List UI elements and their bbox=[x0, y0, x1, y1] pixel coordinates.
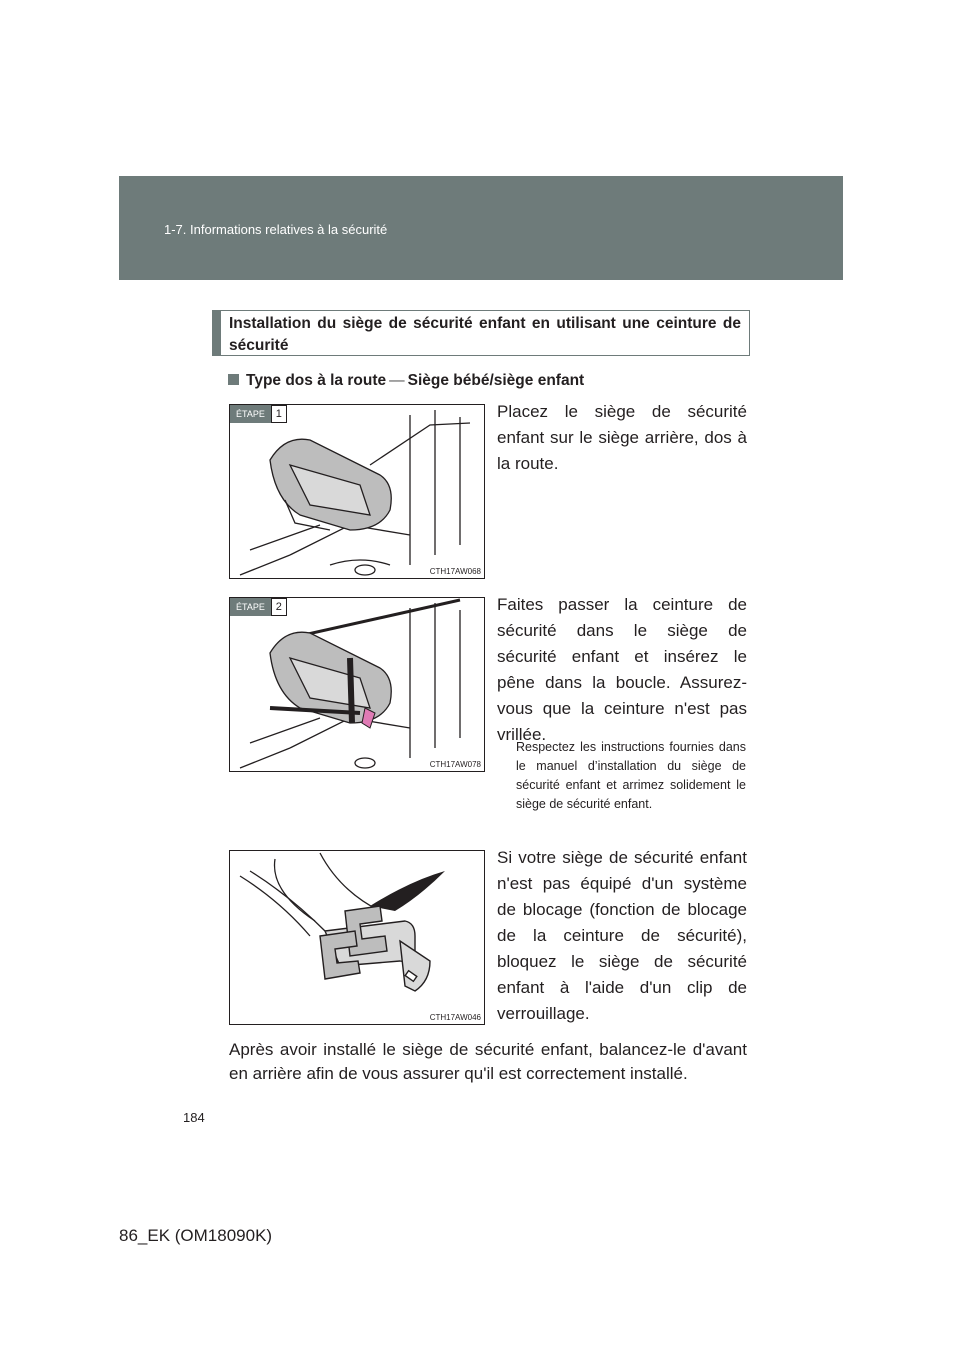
after-installation-text: Après avoir installé le siège de sécurité enfant, balancez-le d'avant en arrière afin de vous assurer qu'il est correctement installé. bbox=[229, 1040, 747, 1083]
section-heading: Installation du siège de sécurité enfant en utilisant une ceinture de sécurité bbox=[229, 315, 741, 354]
step-label: ÉTAPE bbox=[230, 598, 271, 616]
figure-code: CTH17AW078 bbox=[429, 760, 481, 769]
subheading-suffix: Siège bébé/siège enfant bbox=[407, 372, 585, 389]
page-number: 184 bbox=[183, 1110, 205, 1125]
square-bullet-icon bbox=[228, 374, 239, 385]
step-number: 2 bbox=[271, 598, 287, 616]
locking-clip-illustration bbox=[230, 851, 485, 1025]
step-badge bbox=[230, 598, 287, 616]
figure-step-2 bbox=[229, 597, 485, 772]
subheading bbox=[228, 372, 584, 390]
figure-code: CTH17AW046 bbox=[429, 1013, 481, 1022]
step-number: 1 bbox=[271, 405, 287, 423]
step-badge bbox=[230, 405, 287, 423]
figure-step-1 bbox=[229, 404, 485, 579]
subheading-prefix: Type dos à la route bbox=[246, 372, 387, 389]
subheading-dash: — bbox=[389, 372, 405, 389]
step-1-text: Placez le siège de sécurité enfant sur le siège arrière, dos à la route. bbox=[497, 402, 747, 473]
child-seat-belt-routing-illustration bbox=[230, 598, 485, 772]
step-3-text: Si votre siège de sécurité enfant n'est pas équipé d'un système de blocage (fonction de blocage de la ceinture de sécurité), bloquez le siège de sécurité enfant à l'aide d'un clip de verrouillage. bbox=[497, 848, 747, 1023]
document-code: 86_EK (OM18090K) bbox=[119, 1226, 273, 1245]
step-2-note: Respectez les instructions fournies dans le manuel d’installation du siège de sécurité enfant et arrimez solidement le siège de sécurité enfant. bbox=[516, 740, 746, 811]
step-2-text: Faites passer la ceinture de sécurité dans le siège de sécurité enfant et insérez le pêne dans la boucle. Assurez-vous que la ceinture n'est pas vrillée. bbox=[497, 595, 747, 744]
step-label: ÉTAPE bbox=[230, 405, 271, 423]
section-title: 1-7. Informations relatives à la sécurité bbox=[164, 222, 388, 237]
figure-locking-clip bbox=[229, 850, 485, 1025]
header-band bbox=[119, 176, 843, 280]
figure-code: CTH17AW068 bbox=[429, 567, 481, 576]
child-seat-rear-facing-illustration bbox=[230, 405, 485, 579]
title-box bbox=[212, 310, 750, 356]
